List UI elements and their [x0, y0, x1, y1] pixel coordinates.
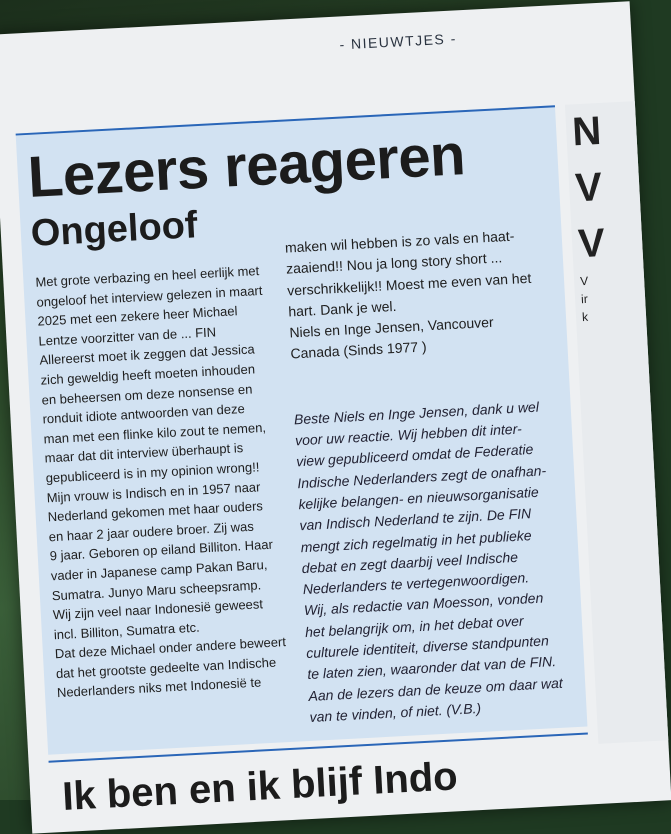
next-article-title: Ik ben en ik blijf Indo — [61, 754, 459, 819]
letter-text: Met grote verbazing en heel eerlijk met ongeloof het interview gelezen in maart 2025 met een zekere heer Michael Lentze voorzitter van de ... FIN Allereerst moet ik zeggen dat Jessica zich geweldig heeft moeten inhouden en beheersen om deze nonsense en ronduit idiote antwoorden van deze man met een flinke kilo zout te nemen, maar dat dit interview überhaupt is gepubliceerd is in my opinion wrong!! Mijn vrouw is Indisch en in 1957 naar Nederland gekomen met haar ouders en haar 2 jaar oudere broer. Zij was 9 jaar. Geboren op eiland Billiton. Haar vader in Japanese camp Pakan Baru, Sumatra. Junyo Maru scheepsramp. Wij zijn veel naar Indonesië geweest incl. Billiton, Sumatra etc. Dat deze Michael onder andere beweert dat het grootste gedeelte van Indische Nederlanders niks met Indonesië te — [35, 263, 287, 701]
letter-left-column — [35, 260, 307, 704]
signature-line: Canada (Sinds 1977 ) — [290, 338, 427, 362]
reply-text: Beste Niels en Inge Jensen, dank u wel voor uw reactie. Wij hebben dit inter- view gepubliceerd omdat de Federatie Indische Nederlanders zegt de onafhan- kelijke belangen- en nieuwsorganisatie van Indisch Nederland te zijn. De FIN mengt zich regelmatig in het publieke debat en zegt daarbij veel Indische Nederlanders te vertegenwoordigen. Wij, als redactie van Moesson, vonden het belangrijk om, in het debat over culturele identiteit, diverse standpunten te laten zien, waaronder dat van de FIN. Aan de lezers dan de keuze om daar wat van te vinden, of niet. (V.B.) — [293, 398, 564, 725]
side-letter: V — [577, 220, 607, 267]
section-label: - NIEUWTJES - — [339, 30, 458, 53]
side-letter: ir — [580, 291, 589, 307]
side-letter: k — [581, 309, 589, 325]
letter-title: Ongeloof — [29, 204, 199, 255]
side-letter: V — [579, 273, 589, 289]
side-letter: V — [574, 164, 604, 211]
letter-right-column — [284, 224, 579, 729]
letter-continuation: maken wil hebben is zo vals en haat- zaaiend!! Nou ja long story short ... verschrikkelijk!! Moest me even van het hart. Dank je wel. — [284, 227, 532, 320]
signature-line: Niels en Inge Jensen, Vancouver — [289, 314, 495, 341]
page-title: Lezers reageren — [26, 122, 467, 210]
side-letter: N — [571, 108, 603, 155]
magazine-page — [0, 1, 671, 833]
editor-reply — [293, 395, 579, 728]
